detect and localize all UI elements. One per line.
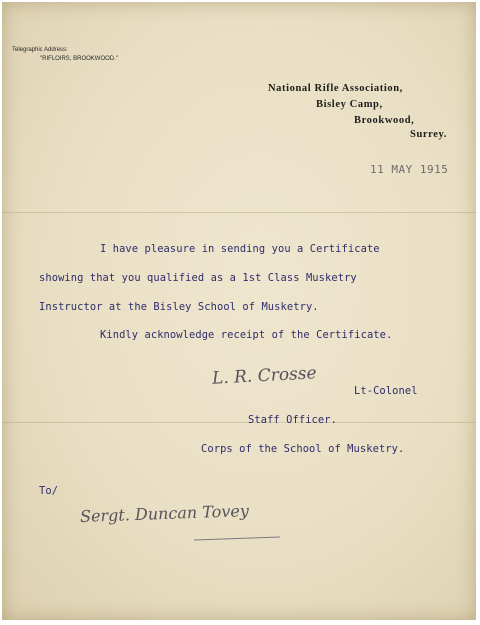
date-stamp: 11 MAY 1915 (370, 163, 449, 176)
telegraphic-value: "RIFLOIRS, BROOKWOOD." (40, 56, 118, 62)
telegraphic-label: Telegraphic Address: (12, 47, 68, 53)
address-line-1: National Rifle Association, (268, 83, 403, 94)
body-line-4: Kindly acknowledge receipt of the Certificate. (100, 329, 393, 341)
to-label: To/ (39, 485, 59, 497)
signature: L. R. Crosse (211, 363, 318, 389)
underline (194, 536, 280, 540)
staff-title: Staff Officer. (248, 414, 337, 426)
letter-page (2, 2, 476, 620)
address-line-3: Brookwood, (354, 115, 415, 126)
recipient-name: Sergt. Duncan Tovey (79, 501, 250, 526)
rank: Lt-Colonel (354, 385, 418, 397)
corps-line: Corps of the School of Musketry. (201, 443, 405, 455)
body-line-2: showing that you qualified as a 1st Class Musketry (39, 272, 357, 284)
paper-fold (2, 212, 476, 213)
address-line-4: Surrey. (410, 129, 447, 140)
body-line-3: Instructor at the Bisley School of Musketry. (39, 301, 319, 313)
address-line-2: Bisley Camp, (316, 99, 383, 110)
body-line-1: I have pleasure in sending you a Certificate (100, 243, 380, 255)
paper-fold (2, 422, 476, 423)
telegraphic-address (12, 46, 118, 64)
